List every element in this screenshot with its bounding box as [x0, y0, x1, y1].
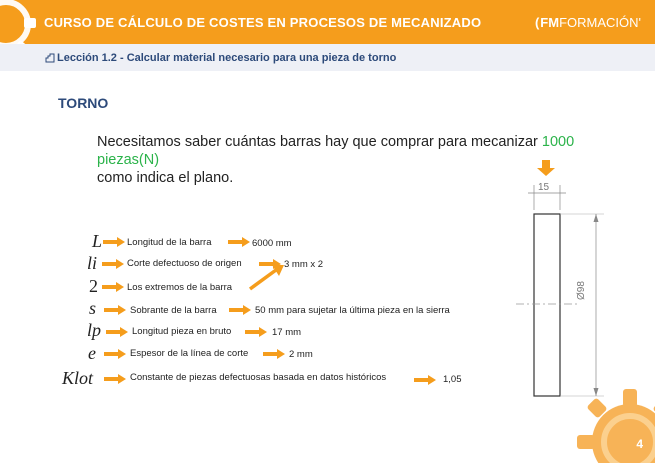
value-e: 2 mm [289, 349, 313, 360]
course-title: CURSO DE CÁLCULO DE COSTES EN PROCESOS DE MECANIZADO [44, 15, 482, 30]
intro-text: Necesitamos saber cuántas barras hay que comprar para mecanizar 1000 piezas(N) como indica el plano. [97, 134, 575, 186]
description-s: Sobrante de la barra [130, 305, 217, 316]
description-e: Espesor de la línea de corte [130, 348, 249, 359]
section-title: TORNO [58, 95, 109, 111]
symbol-klot: Klot [62, 368, 94, 388]
arrow-icon [245, 327, 267, 337]
arrow-icon [103, 237, 125, 247]
lesson-title: Lección 1.2 - Calcular material necesario para una pieza de torno [57, 52, 397, 64]
symbol-2: 2 [89, 276, 98, 296]
brand-logo: (FMFORMACIÓN' [534, 15, 641, 30]
gear-icon [575, 387, 655, 463]
value-s: 50 mm para sujetar la última pieza en la sierra [255, 305, 450, 316]
symbol-e: e [88, 343, 96, 363]
arrow-icon [102, 282, 124, 292]
value-lp: 17 mm [272, 327, 302, 338]
arrow-icon [104, 349, 126, 359]
arrow-icon [104, 305, 126, 315]
description-L: Longitud de la barra [127, 237, 212, 248]
diameter-dimension-label: Ø98 [576, 281, 587, 300]
width-dimension-label: 15 [538, 182, 550, 193]
page-number: 4 [636, 437, 643, 451]
arrow-icon [414, 375, 436, 385]
arrow-icon [102, 259, 124, 269]
value-klot: 1,05 [443, 374, 462, 385]
down-arrow-icon [537, 160, 555, 176]
arrow-icon [229, 305, 251, 315]
arrow-icon [104, 374, 126, 384]
part-drawing [510, 160, 610, 400]
puzzle-icon [45, 53, 55, 63]
pieces-highlight: 1000 piezas(N) [97, 134, 575, 168]
value-L: 6000 mm [252, 238, 292, 249]
symbol-L: L [92, 231, 103, 251]
diagonal-arrow-icon [248, 262, 286, 292]
symbol-lp: lp [87, 320, 102, 340]
arrow-icon [228, 237, 250, 247]
symbol-li: li [87, 253, 98, 273]
symbol-s: s [89, 298, 97, 318]
description-klot: Constante de piezas defectuosas basada en datos históricos [130, 372, 387, 383]
description-2: Los extremos de la barra [127, 282, 233, 293]
description-li: Corte defectuoso de origen [127, 258, 242, 269]
value-li: 3 mm x 2 [284, 259, 324, 270]
description-lp: Longitud pieza en bruto [132, 326, 232, 337]
arrow-icon [106, 327, 128, 337]
arrow-icon [263, 349, 285, 359]
